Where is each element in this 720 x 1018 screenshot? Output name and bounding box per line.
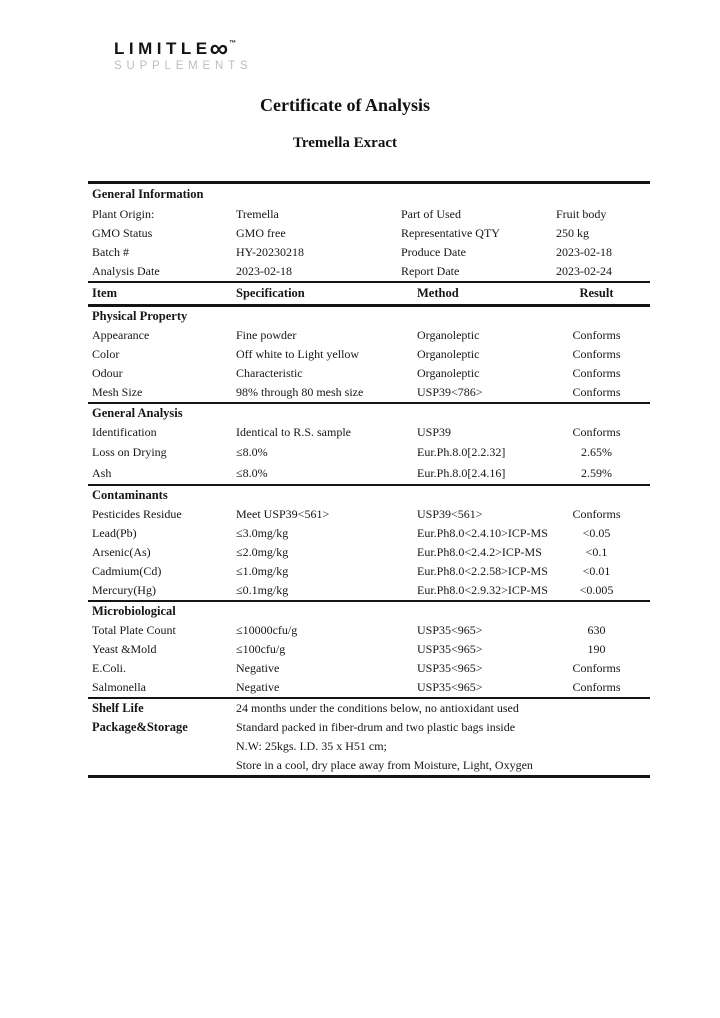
spec-cell: Meet USP39<561> (236, 507, 330, 521)
method-cell: USP35<965> (417, 623, 483, 637)
section-heading-contaminants: Contaminants (92, 488, 168, 502)
spec-cell: ≤100cfu/g (236, 642, 286, 656)
header-method: Method (417, 286, 459, 300)
result-cell: Conforms (572, 425, 621, 439)
result-cell: 2.65% (581, 445, 612, 459)
method-cell: Eur.Ph8.0<2.9.32>ICP-MS (417, 583, 548, 597)
spec-cell: ≤1.0mg/kg (236, 564, 289, 578)
method-cell: USP35<965> (417, 680, 483, 694)
item-cell: Cadmium(Cd) (92, 564, 162, 578)
gi-value: Fruit body (556, 207, 607, 221)
method-cell: Organoleptic (417, 347, 480, 361)
storage-text: Store in a cool, dry place away from Moisture, Light, Oxygen (236, 758, 533, 772)
table-row (88, 659, 650, 678)
result-cell: Conforms (572, 507, 621, 521)
spec-cell: Negative (236, 680, 280, 694)
item-cell: Mesh Size (92, 385, 143, 399)
table-row (88, 383, 650, 402)
result-cell: Conforms (572, 661, 621, 675)
section-heading-general-analysis: General Analysis (92, 406, 183, 420)
item-cell: Mercury(Hg) (92, 583, 156, 597)
storage-label: Package&Storage (92, 720, 188, 734)
spec-cell: 98% through 80 mesh size (236, 385, 364, 399)
result-cell: Conforms (572, 347, 621, 361)
result-cell: <0.1 (585, 545, 608, 559)
table-row (88, 756, 650, 775)
result-cell: <0.005 (579, 583, 614, 597)
item-cell: Pesticides Residue (92, 507, 182, 521)
item-cell: Lead(Pb) (92, 526, 137, 540)
item-cell: Arsenic(As) (92, 545, 151, 559)
table-row (88, 640, 650, 659)
item-cell: Yeast &Mold (92, 642, 157, 656)
item-cell: Ash (92, 466, 112, 480)
storage-label: Shelf Life (92, 701, 144, 715)
product-title: Tremella Exract (293, 135, 397, 151)
trademark-symbol: ™ (229, 40, 237, 47)
gi-value: 250 kg (556, 226, 589, 240)
method-cell: Eur.Ph.8.0[2.2.32] (417, 445, 506, 459)
item-cell: Identification (92, 425, 157, 439)
item-cell: Color (92, 347, 120, 361)
brand-logo (114, 34, 252, 73)
method-cell: Eur.Ph8.0<2.4.10>ICP-MS (417, 526, 548, 540)
method-cell: USP39<561> (417, 507, 483, 521)
spec-cell: ≤3.0mg/kg (236, 526, 289, 540)
table-row (88, 262, 650, 281)
table-row (88, 243, 650, 262)
spec-cell: ≤0.1mg/kg (236, 583, 289, 597)
gi-value: Tremella (236, 207, 279, 221)
table-row (88, 581, 650, 600)
spec-cell: ≤8.0% (236, 466, 268, 480)
table-row (88, 524, 650, 543)
result-cell: 2.59% (581, 466, 612, 480)
column-header-row (88, 283, 650, 304)
spec-cell: Identical to R.S. sample (236, 425, 351, 439)
spec-cell: ≤8.0% (236, 445, 268, 459)
infinity-icon: ∞ (209, 33, 229, 63)
spec-cell: ≤10000cfu/g (236, 623, 298, 637)
logo-tagline: SUPPLEMENTS (114, 60, 253, 72)
spec-cell: Fine powder (236, 328, 297, 342)
method-cell: USP39<786> (417, 385, 483, 399)
storage-text: N.W: 25kgs. I.D. 35 x H51 cm; (236, 739, 387, 753)
table-row (88, 678, 650, 697)
gi-label: Part of Used (401, 207, 461, 221)
gi-label: Report Date (401, 264, 460, 278)
result-cell: Conforms (572, 366, 621, 380)
item-cell: E.Coli. (92, 661, 127, 675)
method-cell: Eur.Ph8.0<2.2.58>ICP-MS (417, 564, 548, 578)
gi-label: Batch # (92, 245, 129, 259)
storage-text: 24 months under the conditions below, no antioxidant used (236, 701, 519, 715)
table-row (88, 364, 650, 383)
result-cell: Conforms (572, 385, 621, 399)
table-row (88, 442, 650, 463)
item-cell: Odour (92, 366, 123, 380)
method-cell: Organoleptic (417, 366, 480, 380)
gi-value: GMO free (236, 226, 286, 240)
table-row (88, 224, 650, 243)
table-row (88, 345, 650, 364)
header-specification: Specification (236, 286, 305, 300)
item-cell: Appearance (92, 328, 150, 342)
section-heading-physical-property: Physical Property (92, 309, 188, 323)
storage-text: Standard packed in fiber-drum and two plastic bags inside (236, 720, 516, 734)
rule-bottom (88, 775, 650, 778)
gi-label: Representative QTY (401, 226, 500, 240)
gi-label: Plant Origin: (92, 207, 155, 221)
coa-table (88, 181, 650, 778)
item-cell: Salmonella (92, 680, 146, 694)
item-cell: Total Plate Count (92, 623, 176, 637)
table-row (88, 718, 650, 737)
result-cell: <0.05 (582, 526, 611, 540)
gi-label: Produce Date (401, 245, 466, 259)
table-row (88, 463, 650, 484)
method-cell: Eur.Ph8.0<2.4.2>ICP-MS (417, 545, 542, 559)
header-result: Result (579, 286, 614, 300)
result-cell: Conforms (572, 680, 621, 694)
table-row (88, 423, 650, 442)
spec-cell: Negative (236, 661, 280, 675)
table-row (88, 326, 650, 345)
method-cell: USP39 (417, 425, 452, 439)
table-row (88, 543, 650, 562)
table-row (88, 699, 650, 718)
item-cell: Loss on Drying (92, 445, 167, 459)
table-row (88, 205, 650, 224)
table-row (88, 621, 650, 640)
gi-value: 2023-02-18 (236, 264, 292, 278)
method-cell: Eur.Ph.8.0[2.4.16] (417, 466, 506, 480)
gi-value: 2023-02-24 (556, 264, 612, 278)
table-row (88, 505, 650, 524)
table-row (88, 562, 650, 581)
table-row (88, 737, 650, 756)
spec-cell: Off white to Light yellow (236, 347, 360, 361)
result-cell: 190 (587, 642, 606, 656)
gi-value: HY-20230218 (236, 245, 304, 259)
spec-cell: ≤2.0mg/kg (236, 545, 289, 559)
gi-value: 2023-02-18 (556, 245, 612, 259)
gi-label: Analysis Date (92, 264, 160, 278)
section-heading-general-information: General Information (92, 187, 204, 201)
result-cell: Conforms (572, 328, 621, 342)
section-heading-microbiological: Microbiological (92, 604, 176, 618)
method-cell: USP35<965> (417, 661, 483, 675)
result-cell: <0.01 (582, 564, 611, 578)
spec-cell: Characteristic (236, 366, 303, 380)
method-cell: USP35<965> (417, 642, 483, 656)
gi-label: GMO Status (92, 226, 153, 240)
document-title: Certificate of Analysis (260, 95, 430, 115)
method-cell: Organoleptic (417, 328, 480, 342)
header-item: Item (92, 286, 117, 300)
result-cell: 630 (587, 623, 606, 637)
logo-wordmark-text: LIMITLE (114, 39, 212, 58)
logo-wordmark (114, 33, 252, 63)
